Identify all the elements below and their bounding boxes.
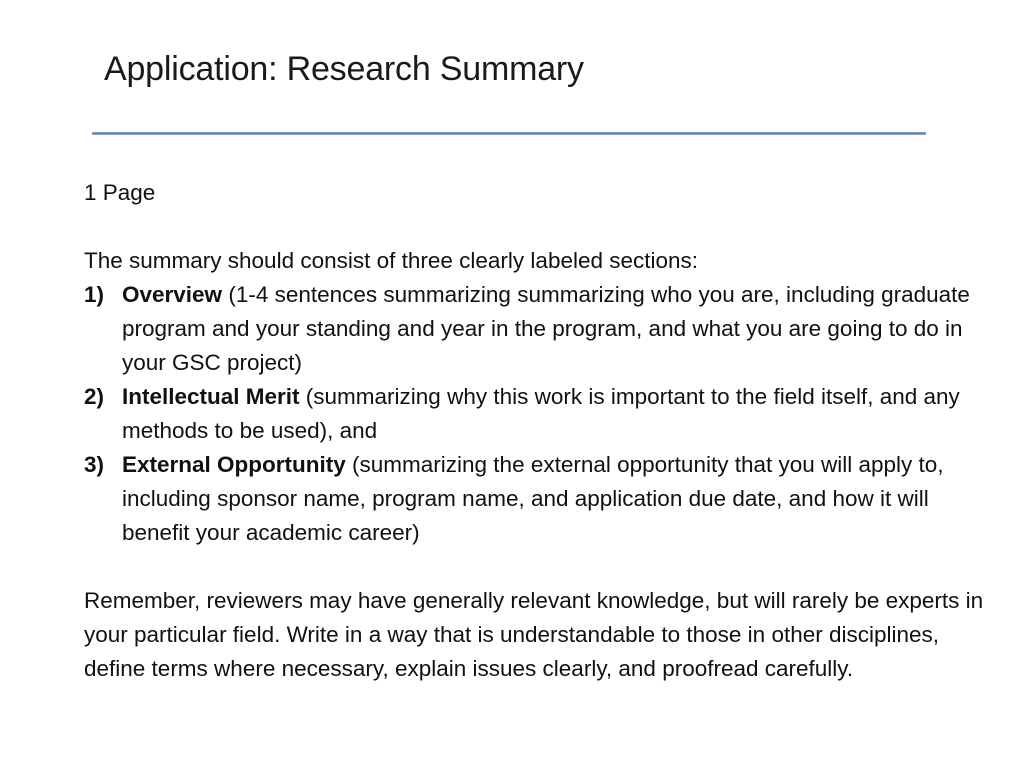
section-item-intellectual-merit: [84, 380, 984, 448]
spacer: [84, 550, 984, 584]
slide-title: Application: Research Summary: [104, 50, 584, 88]
section-number: 1): [84, 282, 105, 307]
section-number: 2): [84, 384, 105, 409]
section-heading: Overview: [122, 282, 223, 307]
section-item-overview: [84, 278, 984, 380]
spacer: [84, 210, 984, 244]
title-divider: [92, 132, 926, 135]
sections-list: [84, 278, 984, 550]
section-item-external-opportunity: [84, 448, 984, 550]
reminder-text: Remember, reviewers may have generally relevant knowledge, but will rarely be experts in your particular field. Write in a way that is understandable to those in other disciplines, define terms where necessary, explain issues clearly, and proofread carefully.: [84, 588, 984, 681]
section-body: (1-4 sentences summarizing summarizing who you are, including graduate program and your standing and year in the program, and what you are going to do in your GSC project): [122, 282, 970, 375]
section-heading: External Opportunity: [122, 452, 346, 477]
section-number: 3): [84, 452, 105, 477]
section-text: [122, 448, 984, 550]
section-text: [122, 278, 984, 380]
section-heading: Intellectual Merit: [122, 384, 300, 409]
section-body: (summarizing why this work is important to the field itself, and any methods to be used), and: [122, 384, 960, 443]
intro-text: The summary should consist of three clearly labeled sections:: [84, 248, 699, 273]
section-text: [122, 380, 984, 448]
section-body: (summarizing the external opportunity that you will apply to, including sponsor name, program name, and application due date, and how it will benefit your academic career): [122, 452, 944, 545]
page-count-text: 1 Page: [84, 180, 156, 205]
slide-body: [84, 176, 984, 686]
